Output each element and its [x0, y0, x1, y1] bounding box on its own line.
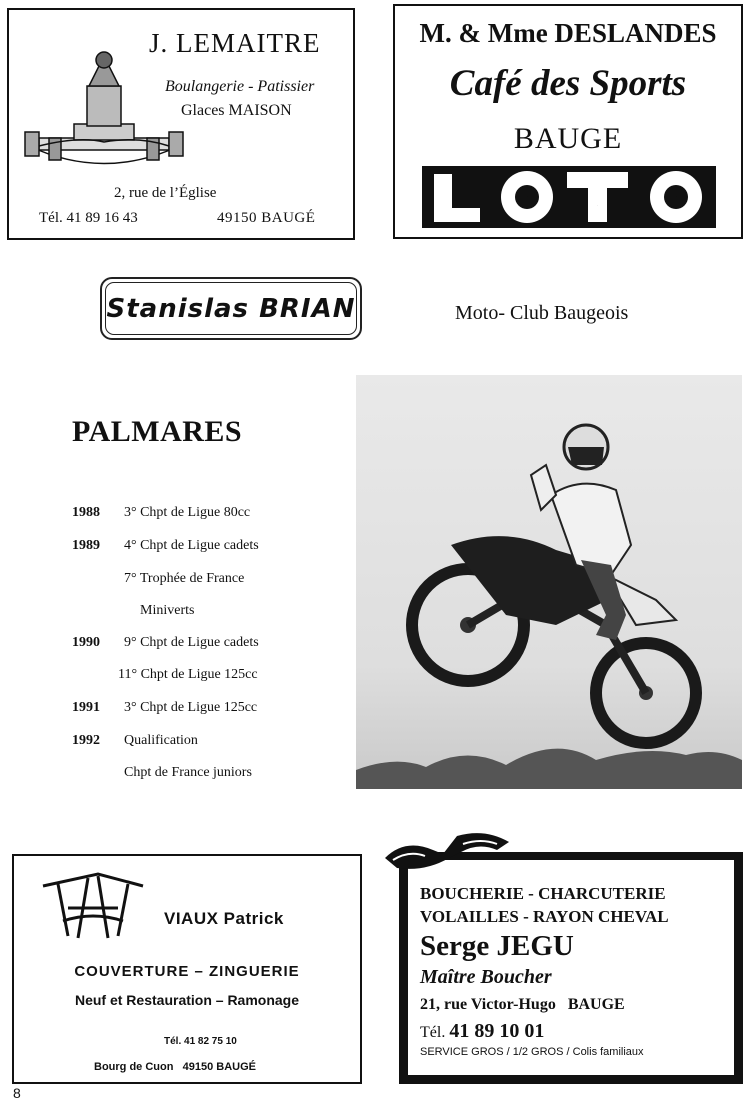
rider-name: Stanislas BRIAN: [106, 294, 356, 324]
butcher-address: 21, rue Victor-Hugo BAUGE: [420, 996, 625, 1013]
butcher-trade-line1: BOUCHERIE - CHARCUTERIE: [420, 884, 666, 903]
palmares-result: Miniverts: [140, 603, 195, 618]
page-number: 8: [13, 1085, 21, 1101]
cafe-owners: M. & Mme DESLANDES: [419, 18, 717, 48]
svg-text:O: O: [676, 197, 677, 198]
rider-jump-illustration: [356, 375, 742, 789]
ribbon-bow-icon: [385, 828, 510, 873]
palmares-result: 3° Chpt de Ligue 80cc: [124, 505, 251, 520]
svg-text:L: L: [457, 206, 458, 207]
palmares-year: 1989: [72, 538, 100, 553]
roofer-trade: COUVERTURE – ZINGUERIE: [74, 963, 300, 980]
bakery-glaces: Glaces MAISON: [181, 102, 292, 119]
palmares-year: 1988: [72, 505, 100, 520]
ad-viaux: [12, 854, 362, 1084]
ad-jegu: [399, 852, 743, 1084]
palmares-result: Qualification: [124, 733, 198, 748]
palmares-result: 9° Chpt de Ligue cadets: [124, 635, 259, 650]
palmares-year: 1992: [72, 733, 100, 748]
butcher-name: Serge JEGU: [420, 930, 574, 962]
palmares-year: 1991: [72, 700, 100, 715]
butcher-phone-prefix: Tél.: [420, 1024, 446, 1041]
loto-logo: [422, 166, 716, 228]
bakery-address: 2, rue de l’Église: [114, 185, 217, 201]
fountain-illustration: [19, 46, 189, 176]
palmares-result: 4° Chpt de Ligue cadets: [124, 538, 259, 553]
bakery-phone: Tél. 41 89 16 43: [39, 210, 138, 226]
butcher-title: Maître Boucher: [420, 966, 552, 988]
palmares-year: 1990: [72, 635, 100, 650]
cafe-town: BAUGE: [513, 122, 623, 155]
bakery-name: J. LEMAITRE: [149, 28, 321, 58]
motocross-photo: [356, 375, 742, 789]
club-name: Moto- Club Baugeois: [455, 302, 629, 324]
roofer-name: VIAUX Patrick: [164, 909, 284, 928]
palmares-result: 11° Chpt de Ligue 125cc: [118, 667, 258, 682]
roofer-city: Bourg de Cuon 49150 BAUGÉ: [94, 1061, 256, 1073]
butcher-trade-line2: VOLAILLES - RAYON CHEVAL: [420, 907, 669, 926]
ad-deslandes: [393, 4, 743, 239]
butcher-phone: [420, 1020, 544, 1043]
roofer-services: Neuf et Restauration – Ramonage: [74, 992, 300, 1008]
palmares-result: Chpt de France juniors: [124, 765, 252, 780]
svg-text:T: T: [597, 206, 598, 207]
loto-letter-o: [501, 171, 553, 223]
bakery-trade: Boulangerie - Patissier: [165, 78, 315, 95]
roofer-phone: Tél. 41 82 75 10: [164, 1036, 237, 1047]
ad-lemaitre: [7, 8, 355, 240]
palmares-result: 3° Chpt de Ligue 125cc: [124, 700, 258, 715]
svg-text:O: O: [527, 197, 528, 198]
loto-letter-o-2: [650, 171, 702, 223]
butcher-service: SERVICE GROS / 1/2 GROS / Colis familiaux: [420, 1046, 644, 1058]
butcher-phone-number: 41 89 10 01: [449, 1020, 545, 1042]
roofer-logo: [38, 866, 148, 946]
cafe-name: Café des Sports: [449, 63, 687, 104]
palmares-title: PALMARES: [72, 415, 243, 448]
palmares-result: 7° Trophée de France: [124, 571, 245, 586]
rider-name-frame: [100, 277, 362, 340]
bakery-city: 49150 BAUGÉ: [217, 210, 316, 226]
